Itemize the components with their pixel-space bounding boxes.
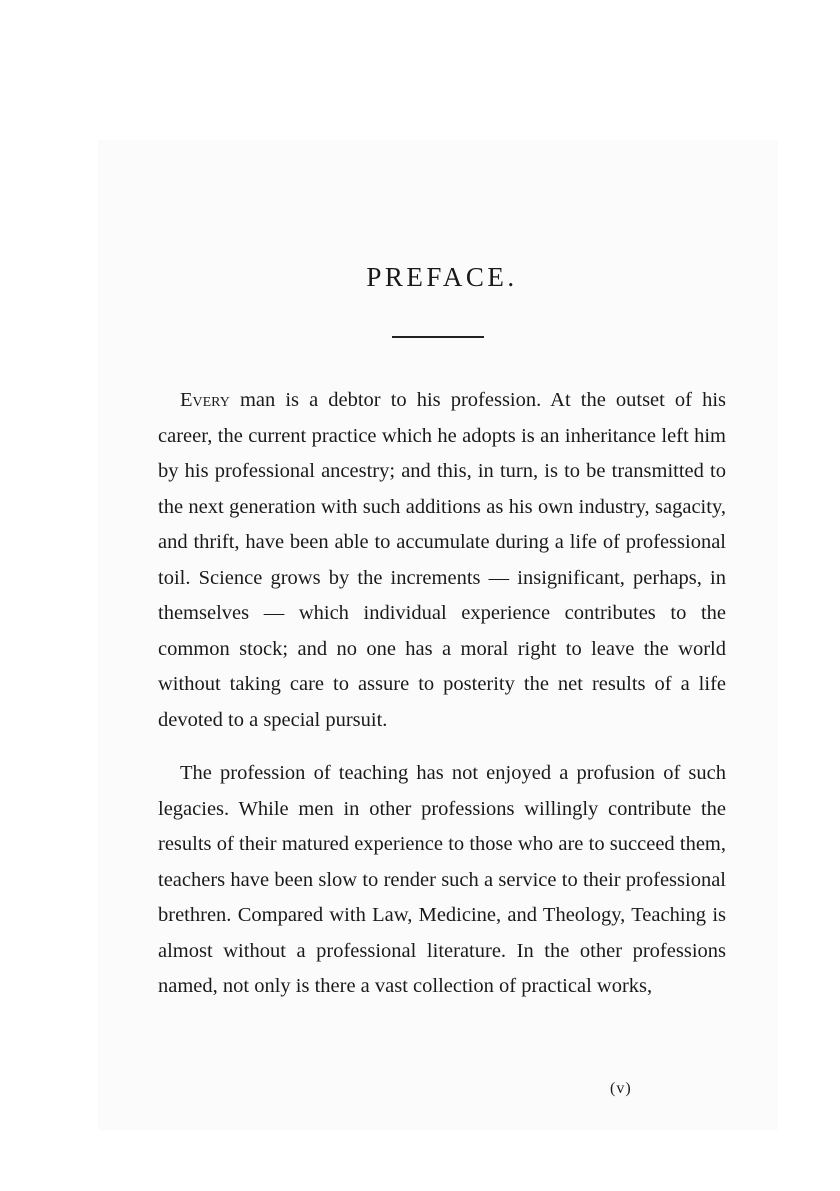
title-divider-rule xyxy=(392,336,484,338)
page-title: PREFACE. xyxy=(366,262,518,292)
page-number: (v) xyxy=(610,1080,632,1097)
preface-body xyxy=(158,383,726,1005)
paragraph-1-text: man is a debtor to his profession. At the outset of his career, the current practice which he adopts is an inheritance left him by his professional ancestry; and this, in turn, is to be transmitted to the next generation with such additions as his own industry, sagacity, and thrift, have been able to accumulate during a life of professional toil. Science grows by the increments — insignificant, perhaps, in themselves — which individual experience contributes to the common stock; and no one has a moral right to leave the world without taking care to assure to posterity the net results of a life devoted to a special pursuit. xyxy=(158,389,726,731)
paragraph-2-text: The profession of teaching has not enjoyed a profusion of such legacies. While men in other professions willingly contribute the results of their matured experience to those who are to succeed them, teachers have been slow to render such a service to their professional brethren. Compared with Law, Medicine, and Theology, Teaching is almost without a professional literature. In the other professions named, not only is there a vast collection of practical works, xyxy=(158,762,726,997)
paragraph-1-lead-word: Every xyxy=(180,389,230,411)
paragraph-1 xyxy=(158,383,726,738)
paragraph-2 xyxy=(158,756,726,1005)
